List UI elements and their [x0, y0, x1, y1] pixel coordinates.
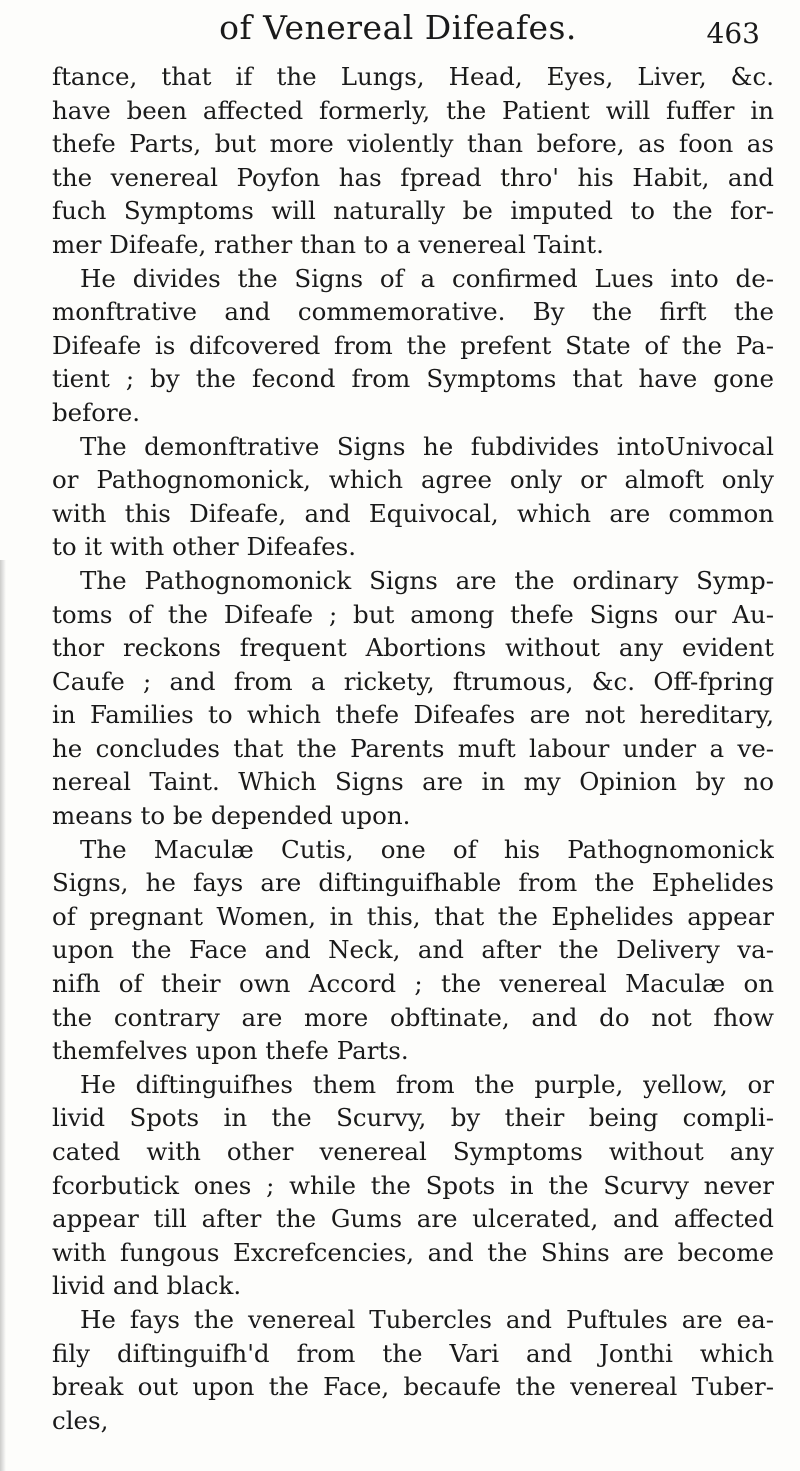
text-line: in Families to which thefe Difeafes are not hereditary, [52, 700, 774, 730]
text-line: The demonftrative Signs he fubdivides intoUnivocal [80, 431, 774, 461]
page-number: 463 [706, 17, 760, 50]
text-line: with this Difeafe, and Equivocal, which are common [52, 498, 774, 528]
text-line: the venereal Poyfon has fpread thro' his Habit, and [52, 162, 774, 192]
running-head-title: of Venereal Difeafes. [219, 8, 577, 47]
text-line: before. [52, 397, 140, 427]
text-line: Signs, he fays are diftinguifhable from the Ephelides [52, 868, 774, 898]
text-line: with fungous Excrefcencies, and the Shins are become [52, 1237, 774, 1267]
text-line: The Pathognomonick Signs are the ordinary Symp- [80, 565, 774, 595]
text-line: Caufe ; and from a rickety, ftrumous, &c. Off-fpring [52, 666, 774, 696]
text-line: ftance, that if the Lungs, Head, Eyes, Liver, &c. [52, 62, 774, 91]
text-line: Difeafe is difcovered from the prefent State of the Pa- [52, 330, 774, 360]
text-line: livid and black. [52, 1271, 242, 1301]
text-line: the contrary are more obftinate, and do not fhow [52, 1002, 774, 1032]
text-line: upon the Face and Neck, and after the Delivery va- [52, 935, 774, 965]
text-line: nereal Taint. Which Signs are in my Opinion by no [52, 767, 774, 797]
text-line: livid Spots in the Scurvy, by their being compli- [52, 1103, 774, 1133]
text-line: tient ; by the fecond from Symptoms that have gone [52, 364, 774, 394]
text-line: appear till after the Gums are ulcerated, and affected [52, 1204, 774, 1234]
text-line: fily diftinguifh'd from the Vari and Jonthi which [52, 1338, 774, 1368]
body-text [52, 60, 774, 1437]
text-line: to it with other Difeafes. [52, 532, 357, 562]
text-line: cles, [52, 1405, 109, 1435]
text-line: of pregnant Women, in this, that the Ephelides appear [52, 901, 774, 931]
running-head [0, 6, 800, 56]
text-line: or Pathognomonick, which agree only or almoft only [52, 465, 774, 495]
text-line: themfelves upon thefe Parts. [52, 1036, 409, 1066]
text-line: mer Difeafe, rather than to a venereal Taint. [52, 229, 604, 259]
text-line: fcorbutick ones ; while the Spots in the Scurvy never [52, 1170, 774, 1200]
text-line: thor reckons frequent Abortions without any evident [52, 633, 774, 663]
text-line: He fays the venereal Tubercles and Puftules are ea- [80, 1304, 774, 1334]
text-line: nifh of their own Accord ; the venereal Maculæ on [52, 969, 774, 999]
text-line: cated with other venereal Symptoms without any [52, 1137, 774, 1166]
text-line: break out upon the Face, becaufe the venereal Tuber- [52, 1372, 774, 1402]
text-line: fuch Symptoms will naturally be imputed to the for- [52, 196, 774, 226]
text-line: have been affected formerly, the Patient will fuffer in [52, 95, 774, 125]
text-line: he concludes that the Parents muft labour under a ve- [52, 733, 774, 763]
text-line: means to be depended upon. [52, 801, 411, 831]
text-line: monftrative and commemorative. By the firft the [52, 297, 774, 327]
text-line: He diftinguifhes them from the purple, yellow, or [80, 1069, 774, 1099]
text-line: thefe Parts, but more violently than before, as foon as [52, 129, 774, 159]
text-line: toms of the Difeafe ; but among thefe Signs our Au- [52, 599, 774, 629]
text-line: He divides the Signs of a confirmed Lues into de- [80, 263, 774, 293]
text-line: The Maculæ Cutis, one of his Pathognomonick [80, 834, 774, 864]
page-edge-shadow [0, 560, 6, 1471]
